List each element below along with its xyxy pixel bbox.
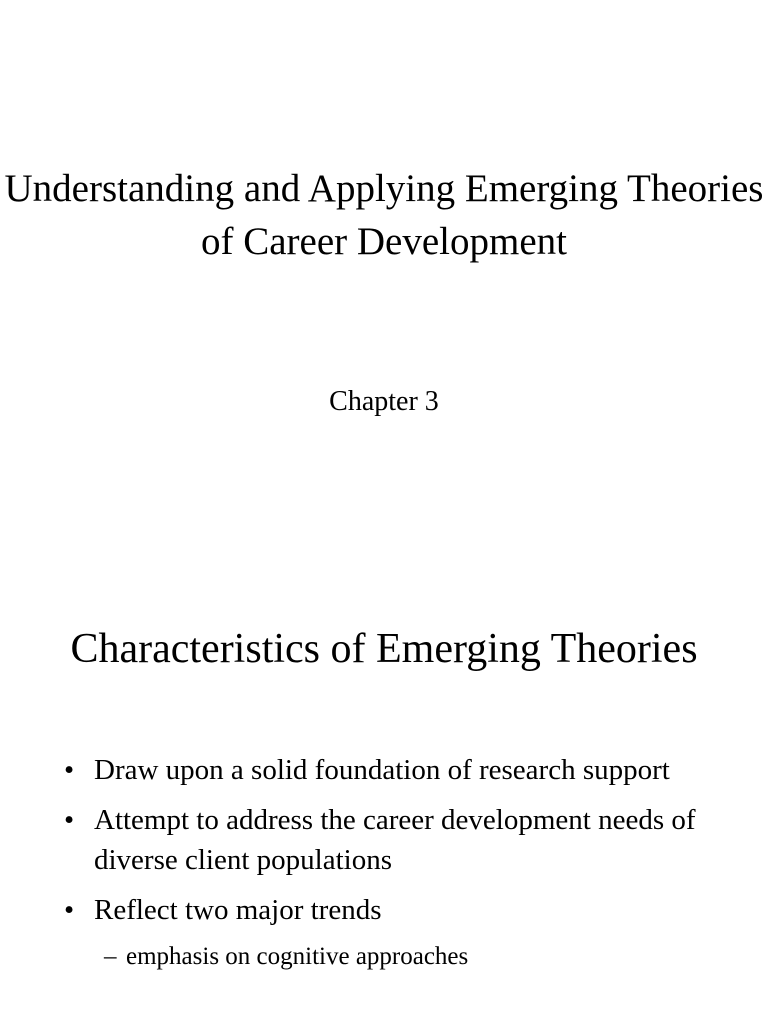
- bullet-icon: •: [64, 894, 75, 926]
- bullet-item: [62, 890, 722, 930]
- sub-bullet-text: emphasis on cognitive approaches: [126, 943, 469, 970]
- bullet-item: [62, 800, 722, 880]
- bullet-text: Draw upon a solid foundation of research support: [94, 754, 670, 786]
- bullet-list: [62, 750, 722, 974]
- content-slide: [0, 512, 768, 1024]
- sub-bullet-item: [62, 940, 722, 974]
- slide-subtitle: Chapter 3: [329, 386, 439, 417]
- bullet-icon: •: [64, 804, 75, 836]
- bullet-icon: •: [64, 754, 75, 786]
- bullet-text: Reflect two major trends: [94, 894, 382, 926]
- dash-icon: –: [104, 943, 117, 970]
- bullet-text: Attempt to address the career development needs of diverse client populations: [94, 804, 696, 876]
- slide-title: Understanding and Applying Emerging Theories of Career Development: [4, 167, 764, 263]
- slide-title: Characteristics of Emerging Theories: [70, 626, 698, 672]
- bullet-item: [62, 750, 722, 790]
